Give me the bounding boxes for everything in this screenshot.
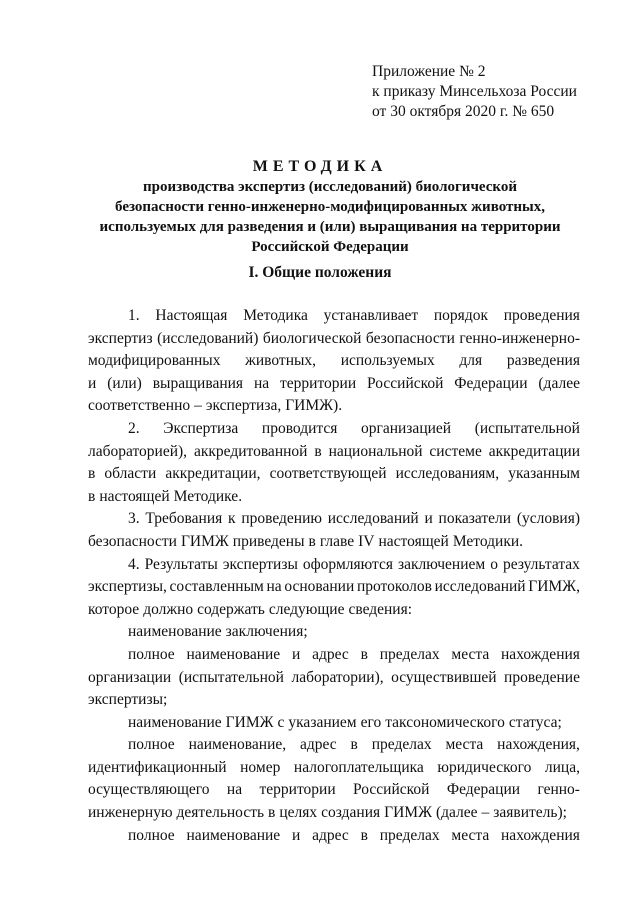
- text-line: 4. Результаты экспертизы оформляются заключением о результатах: [128, 555, 580, 573]
- appendix-order-date: от 30 октября 2020 г. № 650: [372, 103, 555, 120]
- text-line: экспертизы;: [88, 691, 168, 709]
- text-line: которое должно содержать следующие сведения:: [88, 600, 413, 618]
- appendix-order-ref: к приказу Минсельхоза России: [372, 83, 577, 100]
- text-line: и (или) выращивания на территории Российской Федерации (далее: [88, 374, 580, 392]
- text-line: экспертизы, составленным на основании протоколов исследований ГИМЖ,: [88, 578, 580, 596]
- text-line: 1. Настоящая Методика устанавливает порядок проведения: [128, 307, 580, 324]
- text-line: модифицированных животных, используемых для разведения: [88, 352, 580, 370]
- text-line: инженерную деятельность в целях создания ГИМЖ (далее – заявитель);: [88, 804, 567, 822]
- document-title: МЕТОДИКА: [252, 158, 388, 175]
- paragraph-p4: [88, 554, 580, 622]
- text-line: полное наименование и адрес в пределах места нахождения: [128, 645, 580, 663]
- paragraph-p9: [88, 825, 580, 848]
- text-line: в области аккредитации, соответствующей исследованиям, указанным: [88, 465, 580, 483]
- text-line: безопасности ГИМЖ приведены в главе IV настоящей Методики.: [88, 532, 524, 550]
- paragraph-p3: [88, 508, 580, 553]
- subtitle-line: производства экспертиз (исследований) биологической: [142, 179, 517, 195]
- appendix-header: [372, 62, 577, 122]
- paragraph-p5: [88, 621, 580, 644]
- text-line: полное наименование, адрес в пределах места нахождения,: [128, 736, 580, 754]
- text-line: 2. Экспертиза проводится организацией (испытательной: [128, 419, 580, 437]
- text-line: в настоящей Методике.: [88, 487, 243, 505]
- text-line: 3. Требования к проведению исследований и показатели (условия): [128, 510, 580, 528]
- text-line: организации (испытательной лаборатории), осуществившей проведение: [88, 668, 580, 686]
- paragraph-p8: [88, 734, 580, 824]
- subtitle-line: Российской Федерации: [251, 239, 409, 255]
- text-line: соответственно – экспертиза, ГИМЖ).: [88, 397, 343, 415]
- document-subtitle: [80, 177, 580, 257]
- text-line: лабораторией), аккредитованной в национальной системе аккредитации: [88, 442, 580, 460]
- appendix-number: Приложение № 2: [372, 63, 486, 80]
- paragraph-p1: [88, 305, 580, 418]
- subtitle-line: безопасности генно-инженерно-модифицированных животных,: [115, 199, 545, 215]
- text-line: полное наименование и адрес в пределах места нахождения: [128, 826, 580, 844]
- text-line: наименование ГИМЖ с указанием его таксономического статуса;: [128, 713, 562, 731]
- paragraph-p6: [88, 644, 580, 712]
- paragraph-p7: [88, 712, 580, 735]
- paragraph-p2: [88, 418, 580, 508]
- text-line: экспертиз (исследований) биологической безопасности генно-инженерно-: [88, 329, 580, 347]
- section-heading: I. Общие положения: [248, 264, 392, 281]
- text-line: идентификационный номер налогоплательщика юридического лица,: [88, 758, 580, 776]
- text-line: наименование заключения;: [128, 623, 308, 641]
- document-body: [88, 305, 580, 847]
- text-line: осуществляющего на территории Российской Федерации генно-: [88, 781, 580, 799]
- subtitle-line: используемых для разведения и (или) выращивания на территории: [99, 219, 561, 235]
